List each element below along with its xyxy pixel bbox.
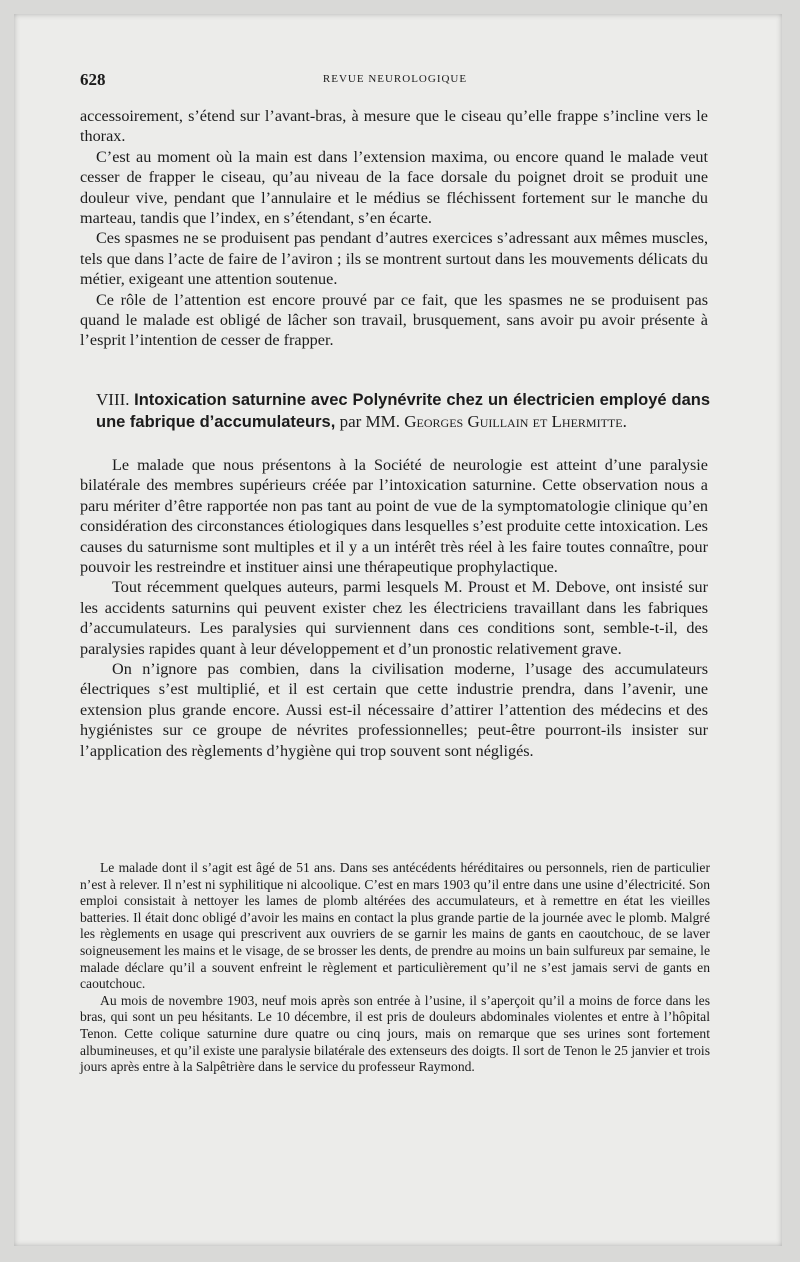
section-authors: Georges Guillain et Lhermitte.	[404, 412, 627, 431]
running-title: REVUE NEUROLOGIQUE	[322, 73, 468, 85]
paragraph: C’est au moment où la main est dans l’extension maxima, ou encore quand le malade veut cesser de frapper le ciseau, qu’au niveau de la face dorsale du poignet droit se produit une douleur vive, pendant que l’annulaire et le médius se fléchissent fortement sur le manche du marteau, tandis que l’index, en s’étendant, s’en écarte.	[80, 147, 708, 228]
section-by: par MM.	[339, 412, 401, 431]
paragraph: Tout récemment quelques auteurs, parmi lesquels M. Proust et M. Debove, ont insisté sur les accidents saturnins qui peuvent exister chez les électriciens travaillant dans les fabriques d’accumulateurs. Les paralysies qui surviennent dans ces conditions sont, semble-t-il, des paralysies rapides quant à leur développement et d’un pronostic relativement grave.	[80, 578, 708, 658]
page-header	[80, 70, 710, 92]
section-body	[80, 455, 708, 761]
section-title: Intoxication saturnine avec Polynévrite chez un électricien employé dans une fabrique d’accumulateurs,	[96, 391, 711, 431]
paragraph: Le malade que nous présentons à la Société de neurologie est atteint d’une paralysie bilatérale des membres supérieurs créée par l’intoxication saturnine. Cette observation nous a paru mériter d’être rapportée non pas tant au point de vue de la symptomatologie clinique qu’en considération des circonstances étiologiques dans lesquelles s’est produite cette intoxication. Les causes du saturnisme sont multiples et il y a un intérêt très réel à les faire toutes connaître, pour pouvoir les restreindre et instituer ainsi une thérapeutique prophylactique.	[80, 456, 708, 577]
intro-text	[80, 106, 708, 351]
case-report	[80, 860, 710, 1076]
paragraph: Ces spasmes ne se produisent pas pendant d’autres exercices s’adressant aux mêmes muscles, tels que dans l’acte de faire de l’aviron ; ils se montrent surtout dans les mouvements délicats du métier, exigeant une attention soutenue.	[80, 229, 708, 289]
section-number: VIII.	[96, 390, 130, 409]
section-heading	[96, 389, 710, 433]
page-number: 628	[80, 70, 106, 89]
paragraph: Ce rôle de l’attention est encore prouvé par ce fait, que les spasmes ne se produisent pas quand le malade est obligé de lâcher son travail, brusquement, sans avoir pu avoir présente à l’esprit l’intention de cesser de frapper.	[80, 290, 708, 350]
paragraph: On n’ignore pas combien, dans la civilisation moderne, l’usage des accumulateurs électriques s’est multiplié, et il est certain que cette industrie prendra, dans l’avenir, une extension plus grande encore. Aussi est-il nécessaire d’attirer l’attention des médecins et des hygiénistes sur ce groupe de névrites professionnelles; peut-être pourront-ils insister sur l’application des règlements d’hygiène qui trop souvent sont négligés.	[80, 660, 708, 760]
paragraph: accessoirement, s’étend sur l’avant-bras, à mesure que le ciseau qu’elle frappe s’incline vers le thorax.	[80, 107, 708, 146]
paragraph: Au mois de novembre 1903, neuf mois après son entrée à l’usine, il s’aperçoit qu’il a moins de force dans les bras, qui sont un peu hésitants. Le 10 décembre, il est pris de douleurs abdominales violentes et entre à l’hôpital Tenon. Cette colique saturnine dure quatre ou cinq jours, mais on remarque que ses urines sont fortement albumineuses, et qu’il existe une paralysie bilatérale des extenseurs des doigts. Il sort de Tenon le 25 janvier et trois jours après entre à la Salpêtrière dans le service du professeur Raymond.	[80, 992, 710, 1075]
paragraph: Le malade dont il s’agit est âgé de 51 ans. Dans ses antécédents héréditaires ou personnels, rien de particulier n’est à relever. Il n’est ni syphilitique ni alcoolique. C’est en mars 1903 qu’il entre dans une usine d’électricité. Son emploi consistait à nettoyer les lames de plomb altérées des accumulateurs, et à remettre en état les vieilles batteries. Il était donc obligé d’avoir les mains en contact la plus grande partie de la journée avec le plomb. Malgré les règlements en usage qui prescrivent aux ouvriers de se garnir les mains de gants en caoutchouc, de se laver soigneusement les mains et le visage, de se brosser les dents, de prendre au moins un bain sulfureux par semaine, le malade déclare qu’il a souvent enfreint le règlement et particulièrement qu’il ne s’est jamais servi de gants en caoutchouc.	[80, 860, 710, 992]
